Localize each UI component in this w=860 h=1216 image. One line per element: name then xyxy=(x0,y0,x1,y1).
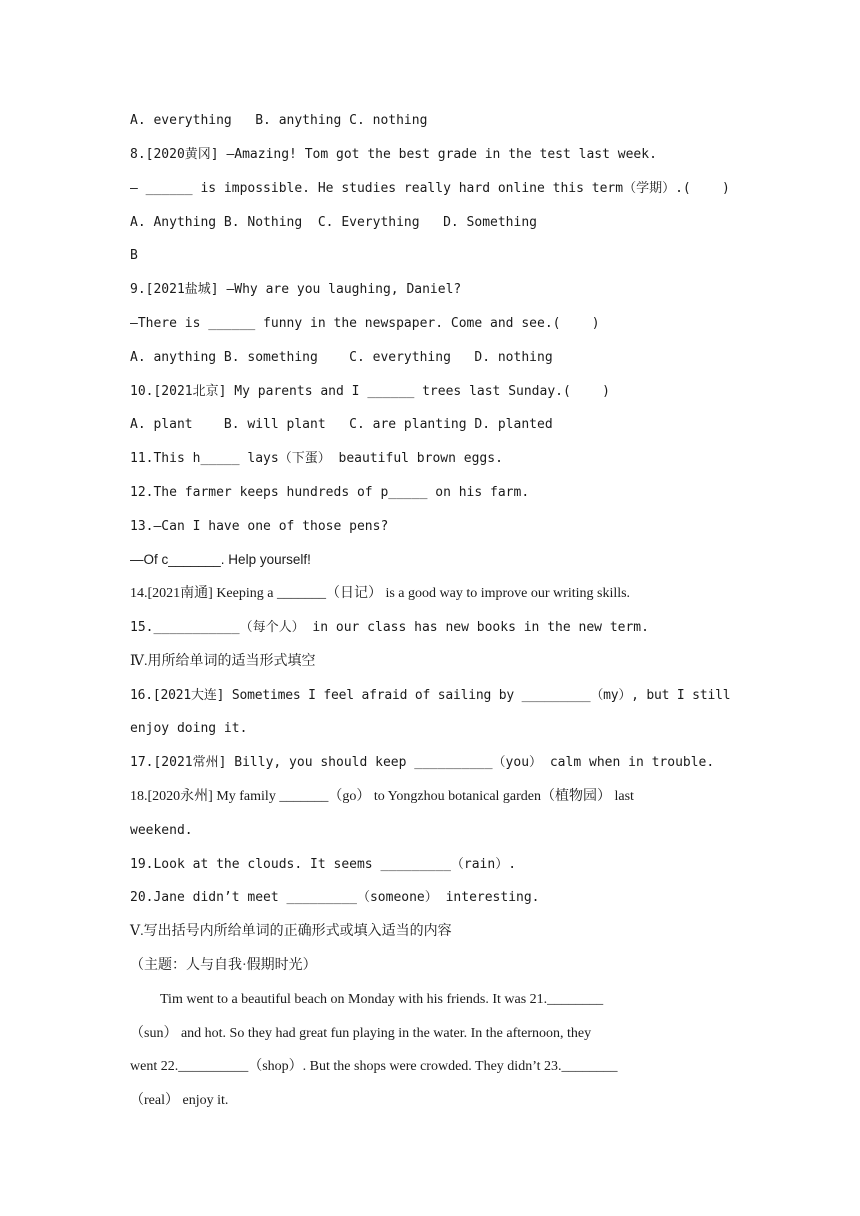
q13-reply: —Of c_______. Help yourself! xyxy=(130,552,311,567)
q16-sentence: 16.[2021大连] Sometimes I feel afraid of sailing by _________（my）, but I still xyxy=(130,688,731,703)
q12-sentence: 12.The farmer keeps hundreds of p_____ on his farm. xyxy=(130,485,530,500)
section-4-heading: Ⅳ.用所给单词的适当形式填空 xyxy=(130,654,316,669)
section-5-heading: Ⅴ.写出括号内所给单词的正确形式或填入适当的内容 xyxy=(130,924,452,939)
passage-line-2: （sun） and hot. So they had great fun playing in the water. In the afternoon, they xyxy=(130,1026,592,1041)
q10-options: A. plant B. will plant C. are planting D. planted xyxy=(130,417,553,432)
q8-options: A. Anything B. Nothing C. Everything D. Something xyxy=(130,215,537,230)
passage-line-3: went 22.__________（shop）. But the shops were crowded. They didn’t 23.________ xyxy=(130,1059,618,1074)
passage-theme: （主题：人与自我·假期时光） xyxy=(130,958,317,973)
passage-line-4: （real） enjoy it. xyxy=(130,1093,229,1108)
passage-line-1: Tim went to a beautiful beach on Monday with his friends. It was 21.________ xyxy=(160,992,604,1007)
q8-answer: B xyxy=(130,248,138,263)
q13-question: 13.—Can I have one of those pens? xyxy=(130,519,389,534)
q8-prompt: 8.[2020黄冈] —Amazing! Tom got the best grade in the test last week. xyxy=(130,147,657,162)
q20-sentence: 20.Jane didn’t meet _________（someone） interesting. xyxy=(130,890,540,905)
q18-sentence: 18.[2020永州] My family _______（go） to Yongzhou botanical garden（植物园） last xyxy=(130,789,634,804)
q17-sentence: 17.[2021常州] Billy, you should keep __________（you） calm when in trouble. xyxy=(130,755,715,770)
q14-sentence: 14.[2021南通] Keeping a _______（日记） is a good way to improve our writing skills. xyxy=(130,586,631,601)
q16-continuation: enjoy doing it. xyxy=(130,721,248,736)
q9-sentence: —There is ______ funny in the newspaper. Come and see.( ) xyxy=(130,316,600,331)
q15-sentence: 15.___________（每个人） in our class has new books in the new term. xyxy=(130,620,649,635)
q10-prompt: 10.[2021北京] My parents and I ______ trees last Sunday.( ) xyxy=(130,384,610,399)
q11-sentence: 11.This h_____ lays（下蛋） beautiful brown eggs. xyxy=(130,451,503,466)
q18-continuation: weekend. xyxy=(130,823,193,838)
q8-sentence: — ______ is impossible. He studies really hard online this term（学期）.( ) xyxy=(130,181,730,196)
q7-options: A. everything B. anything C. nothing xyxy=(130,113,428,128)
q9-options: A. anything B. something C. everything D. nothing xyxy=(130,350,553,365)
q19-sentence: 19.Look at the clouds. It seems _________（rain）. xyxy=(130,857,517,872)
q9-prompt: 9.[2021盐城] —Why are you laughing, Daniel? xyxy=(130,282,462,297)
